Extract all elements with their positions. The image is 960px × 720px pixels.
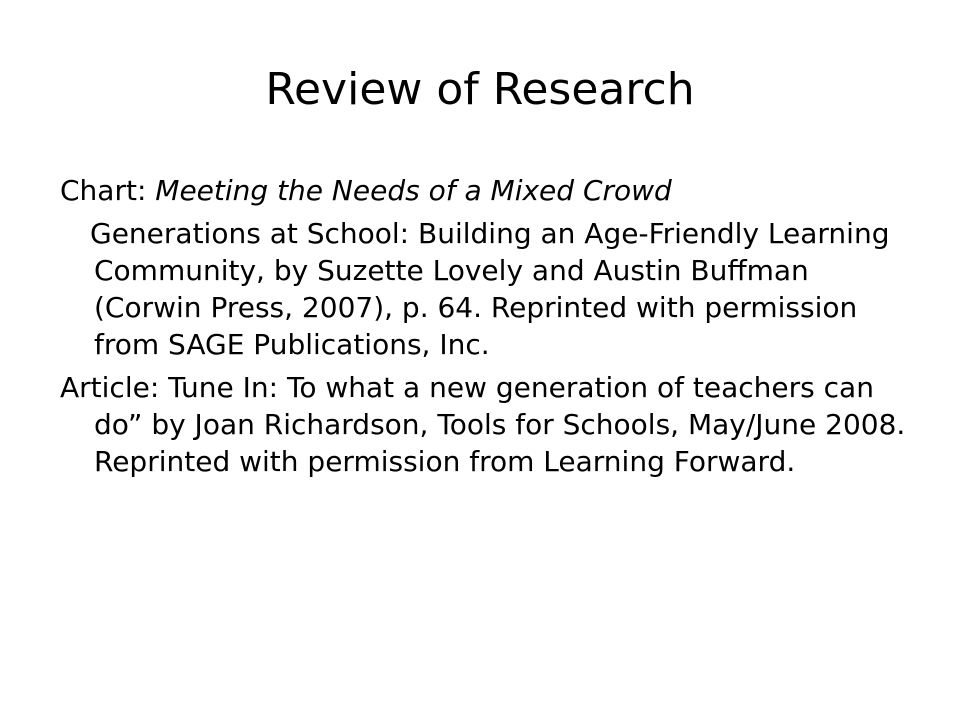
article-line: Article: Tune In: To what a new generation of teachers can do” by Joan Richardson, Tools for Schools, May/June 2008. Reprinted with permission from Learning Forward. [60, 371, 906, 478]
chart-source: Generations at School: Building an Age-Friendly Learning Community, by Suzette Lovely and Austin Buffman (Corwin Press, 2007), p. 64. Reprinted with permission from SAGE Publications, Inc. [90, 217, 890, 361]
chart-prefix: Chart: [60, 174, 156, 207]
chart-title: Meeting the Needs of a Mixed Crowd [155, 174, 672, 207]
slide-title: Review of Research [265, 64, 695, 115]
slide-body [60, 172, 920, 486]
chart-line [60, 172, 920, 209]
